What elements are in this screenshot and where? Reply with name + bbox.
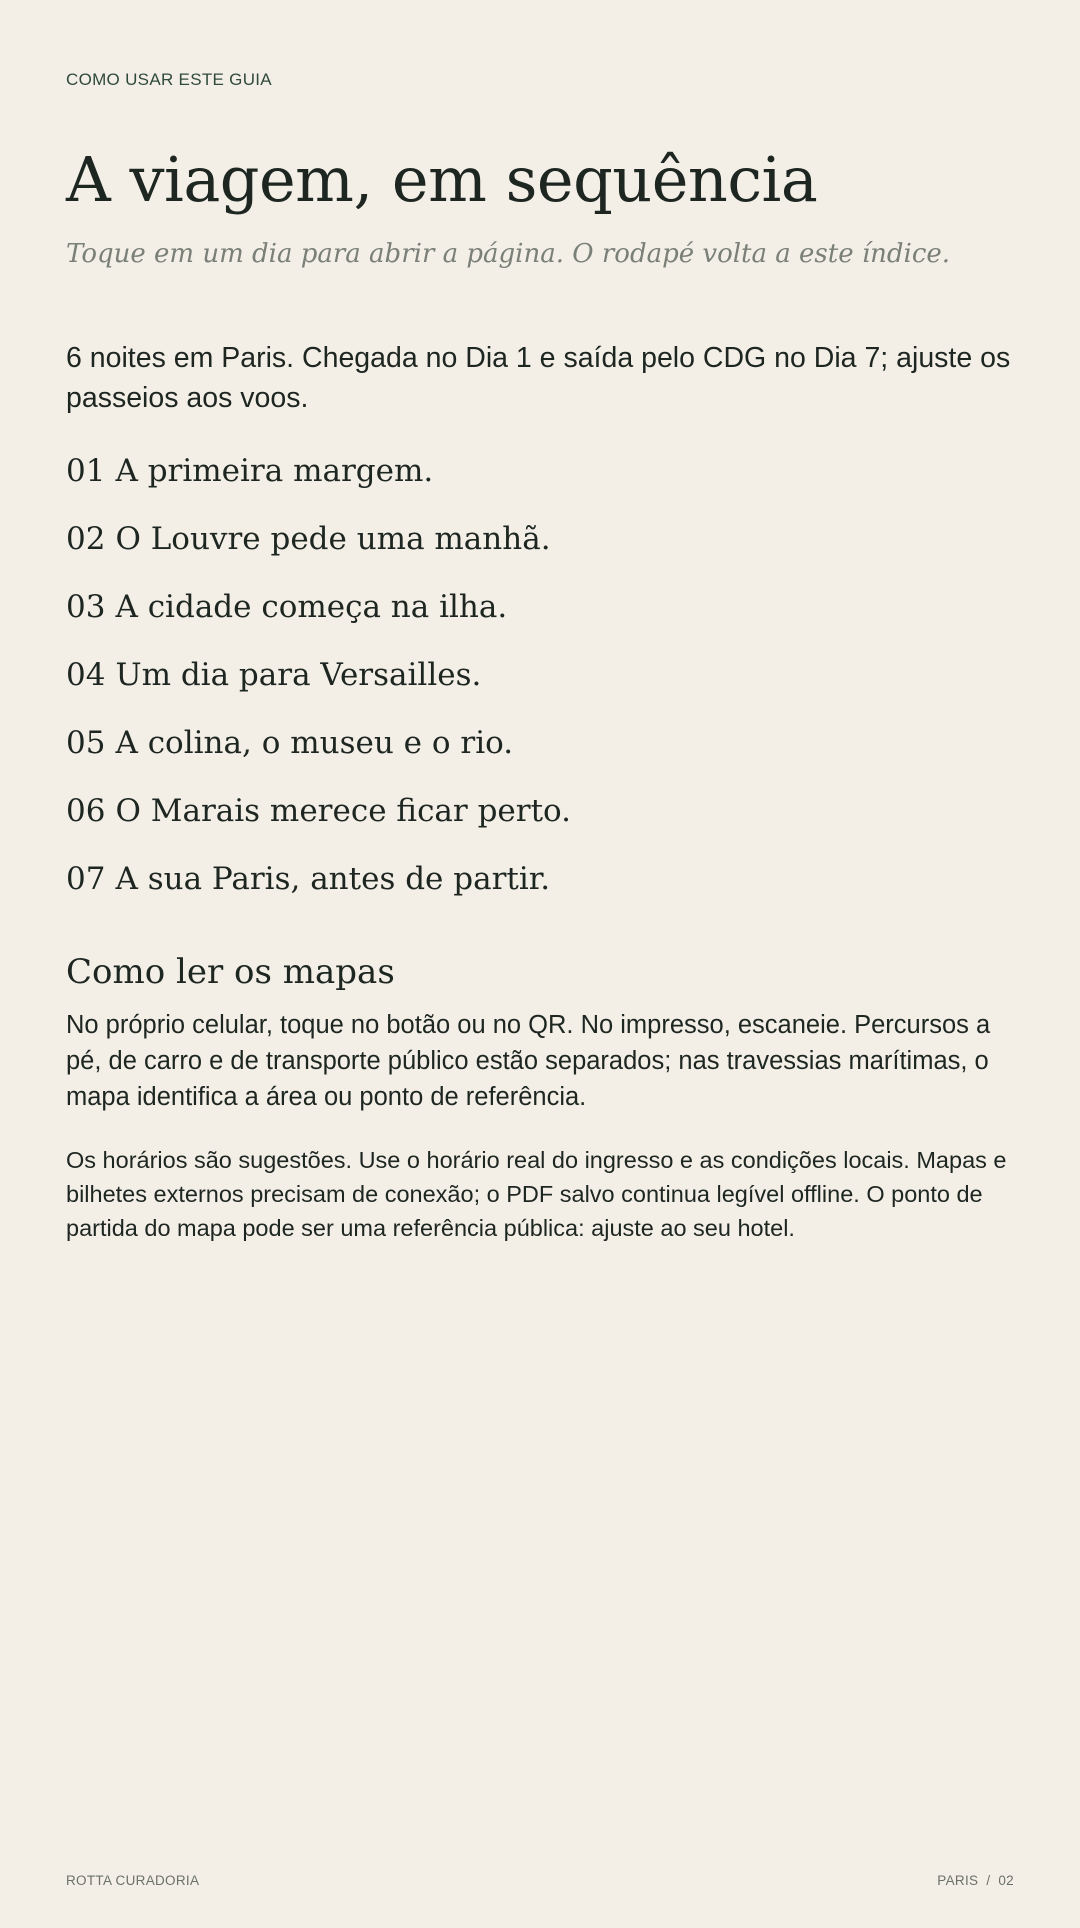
section-eyebrow: COMO USAR ESTE GUIA <box>66 70 272 89</box>
day-number: 04 <box>66 657 106 693</box>
footer-page-number: 02 <box>998 1873 1014 1888</box>
day-title: A cidade começa na ilha. <box>115 589 508 625</box>
footer-brand: ROTTA CURADORIA <box>66 1873 200 1888</box>
intro-text: 6 noites em Paris. Chegada no Dia 1 e saída pelo CDG no Dia 7; ajuste os passeios aos voos. <box>66 342 1011 414</box>
day-index-list <box>66 446 571 922</box>
day-title: A colina, o museu e o rio. <box>115 725 514 761</box>
day-title: Um dia para Versailles. <box>115 657 482 693</box>
day-title: O Louvre pede uma manhã. <box>115 521 551 557</box>
page-title: A viagem, em sequência <box>66 143 818 216</box>
day-number: 07 <box>66 861 106 897</box>
page-subtitle: Toque em um dia para abrir a página. O rodapé volta a este índice. <box>66 239 951 269</box>
maps-paragraph-2: Os horários são sugestões. Use o horário real do ingresso e as condições locais. Mapas e bilhetes externos precisam de conexão; o PDF salvo continua legível offline. O ponto de partida do mapa pode ser uma referência pública: ajuste ao seu hotel. <box>66 1147 1007 1241</box>
day-number: 01 <box>66 453 106 489</box>
day-link-03[interactable] <box>66 582 571 650</box>
day-link-05[interactable] <box>66 718 571 786</box>
day-title: A sua Paris, antes de partir. <box>115 861 551 897</box>
footer-page-marker[interactable] <box>937 1873 1014 1888</box>
maps-paragraph-1: No próprio celular, toque no botão ou no QR. No impresso, escaneie. Percursos a pé, de carro e de transporte público estão separados; nas travessias marítimas, o mapa identifica a área ou ponto de referência. <box>66 1011 991 1111</box>
day-number: 06 <box>66 793 106 829</box>
day-number: 03 <box>66 589 106 625</box>
day-link-07[interactable] <box>66 854 571 922</box>
day-link-01[interactable] <box>66 446 571 514</box>
day-title: A primeira margem. <box>115 453 434 489</box>
day-link-02[interactable] <box>66 514 571 582</box>
maps-section-title: Como ler os mapas <box>66 952 395 992</box>
footer-city: PARIS <box>937 1873 979 1888</box>
day-number: 05 <box>66 725 106 761</box>
day-number: 02 <box>66 521 106 557</box>
day-link-04[interactable] <box>66 650 571 718</box>
day-link-06[interactable] <box>66 786 571 854</box>
day-title: O Marais merece ficar perto. <box>115 793 572 829</box>
footer-separator: / <box>986 1873 991 1888</box>
